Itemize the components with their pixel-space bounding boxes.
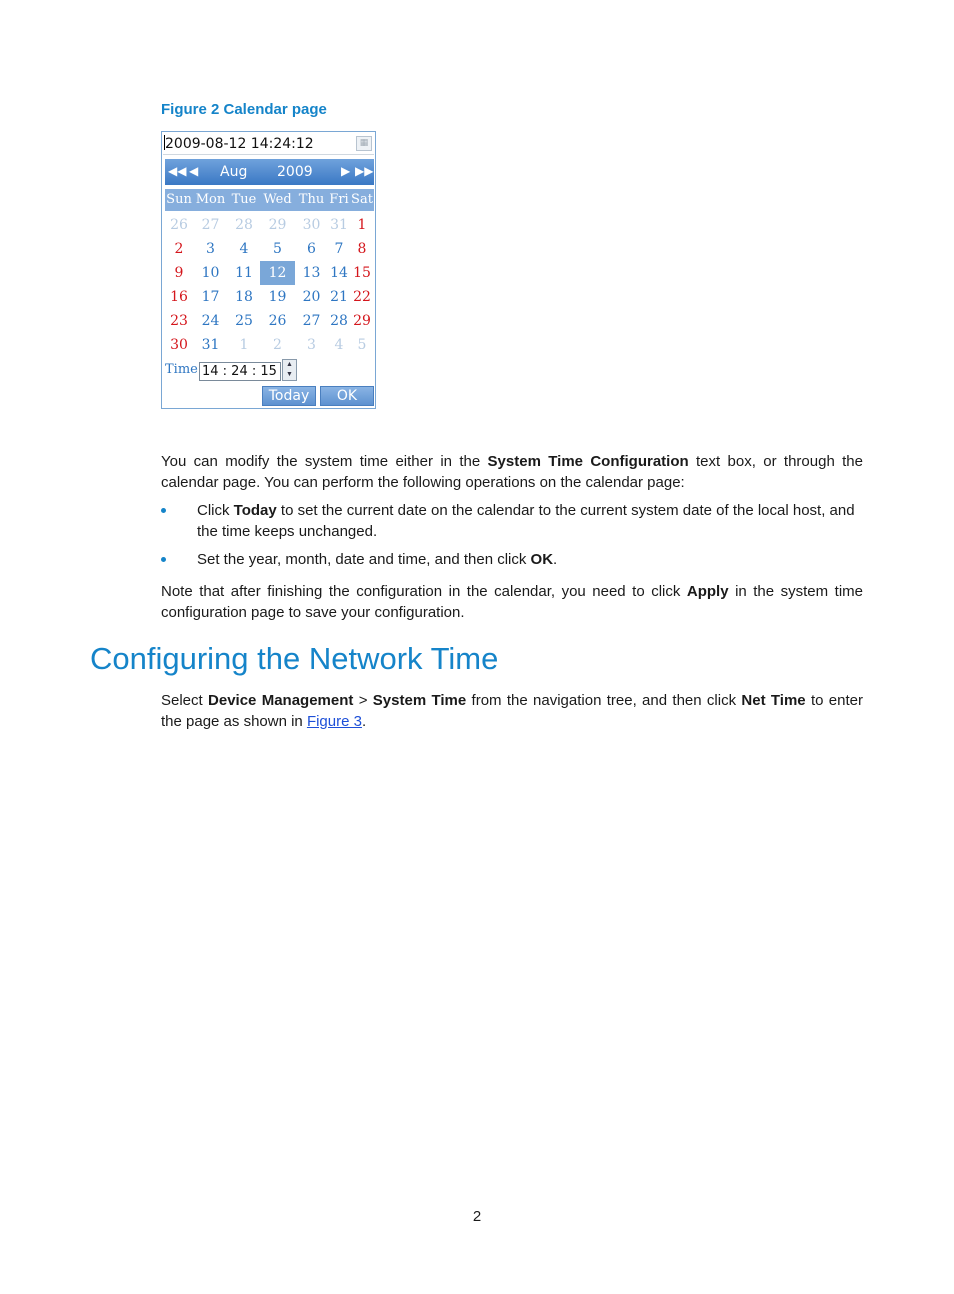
weekday-wed: Wed: [263, 192, 292, 207]
calendar-day[interactable]: 16: [170, 289, 188, 305]
calendar-day[interactable]: 13: [302, 265, 321, 281]
calendar-day[interactable]: 18: [235, 289, 253, 305]
calendar-day[interactable]: 30: [302, 217, 321, 233]
bullet-text: [197, 500, 863, 542]
bullet-text-c: to set the current date on the calendar to the current system date of the local host, and the time keeps unchanged.: [197, 502, 855, 540]
figure-link[interactable]: Figure 3: [306, 713, 362, 730]
calendar-day[interactable]: 22: [353, 289, 371, 305]
intro-bold: System Time Configuration: [487, 453, 689, 470]
weekday-mon: Mon: [195, 192, 226, 207]
bullet-text-c: .: [553, 551, 558, 568]
calendar-day[interactable]: 15: [353, 265, 371, 281]
calendar-day[interactable]: 1: [357, 217, 367, 233]
bullet-dot: [161, 557, 166, 562]
weekday-sat: Sat: [351, 192, 373, 207]
intro-text-2: text box, or through the calendar page. You can perform the following operations on the calendar page:: [161, 453, 863, 491]
calendar-day[interactable]: 9: [174, 265, 184, 281]
bullet-text: [197, 549, 863, 570]
calendar-icon[interactable]: ▦: [356, 136, 372, 151]
intro-text-1: You can modify the system time either in the: [161, 453, 488, 470]
calendar-day[interactable]: 10: [201, 265, 220, 281]
calendar-day[interactable]: 31: [201, 337, 220, 353]
calendar-day[interactable]: 2: [273, 337, 282, 353]
calendar-day[interactable]: 26: [170, 217, 188, 233]
calendar-day[interactable]: 14: [330, 265, 348, 281]
calendar-day[interactable]: 11: [235, 265, 253, 281]
calendar-day[interactable]: 26: [268, 313, 287, 329]
calendar-day[interactable]: 7: [334, 241, 344, 257]
next-year-button[interactable]: ▶▶: [355, 164, 374, 178]
weekday-tue: Tue: [231, 192, 257, 207]
bullet-text-a: Set the year, month, date and time, and then click: [197, 551, 531, 568]
calendar-day[interactable]: 30: [170, 337, 188, 353]
calendar-day[interactable]: 6: [307, 241, 316, 257]
calendar-day[interactable]: 25: [235, 313, 253, 329]
figure-caption: Figure 2 Calendar page: [161, 101, 327, 118]
calendar-day[interactable]: 4: [239, 241, 249, 257]
day-grid: [165, 213, 374, 357]
select-paragraph: [161, 690, 863, 732]
prev-month-button[interactable]: ◀: [189, 164, 199, 178]
spin-up-icon[interactable]: ▲: [286, 361, 293, 368]
calendar-day[interactable]: 19: [268, 289, 287, 305]
page-number: 2: [472, 1208, 482, 1225]
calendar-day[interactable]: 28: [235, 217, 253, 233]
note-text-c: in the system time configuration page to save your configuration.: [161, 583, 863, 621]
select-bold-b: Device Management: [208, 692, 354, 709]
calendar-day[interactable]: 28: [330, 313, 348, 329]
calendar-nav-bar: [165, 159, 374, 185]
weekday-sun: Sun: [166, 192, 192, 207]
select-text-h: .: [361, 713, 367, 730]
intro-paragraph: [161, 451, 863, 493]
section-heading: Configuring the Network Time: [90, 641, 499, 676]
datetime-value: 2009-08-12 14:24:12: [165, 136, 314, 152]
year-label[interactable]: 2009: [277, 164, 313, 180]
month-label[interactable]: Aug: [220, 164, 248, 180]
time-spinner: [282, 359, 297, 381]
select-text-g: to enter the page as shown in: [161, 692, 863, 730]
weekday-thu: Thu: [298, 192, 325, 207]
calendar-day[interactable]: 31: [330, 217, 348, 233]
calendar-day[interactable]: 17: [201, 289, 220, 305]
calendar-day[interactable]: 3: [206, 241, 215, 257]
calendar-day[interactable]: 29: [268, 217, 287, 233]
calendar-day[interactable]: 8: [357, 241, 367, 257]
today-button[interactable]: Today: [262, 386, 316, 406]
datetime-input[interactable]: [163, 133, 374, 155]
note-paragraph: [161, 581, 863, 623]
bullet-bold: OK: [530, 551, 554, 568]
calendar-widget: [161, 131, 376, 409]
ok-button[interactable]: OK: [320, 386, 374, 406]
calendar-day[interactable]: 20: [302, 289, 321, 305]
calendar-day[interactable]: 5: [273, 241, 282, 257]
select-bold-f: Net Time: [741, 692, 806, 709]
bullet-dot: [161, 508, 166, 513]
calendar-day[interactable]: 12: [260, 261, 295, 285]
time-label: Time: [165, 362, 198, 377]
calendar-day[interactable]: 4: [334, 337, 344, 353]
spin-down-icon[interactable]: ▼: [286, 371, 293, 378]
weekday-fri: Fri: [329, 192, 349, 207]
next-month-button[interactable]: ▶: [341, 164, 351, 178]
calendar-day[interactable]: 2: [174, 241, 184, 257]
calendar-day[interactable]: 21: [330, 289, 348, 305]
calendar-day[interactable]: 27: [201, 217, 220, 233]
select-bold-d: System Time: [372, 692, 467, 709]
calendar-day[interactable]: 29: [353, 313, 371, 329]
select-text-e: from the navigation tree, and then click: [466, 692, 742, 709]
calendar-day[interactable]: 24: [201, 313, 220, 329]
calendar-day[interactable]: 27: [302, 313, 321, 329]
calendar-day[interactable]: 3: [307, 337, 316, 353]
first-year-button[interactable]: ◀◀: [168, 164, 187, 178]
calendar-day[interactable]: 1: [239, 337, 249, 353]
select-text-a: Select: [161, 692, 209, 709]
calendar-day[interactable]: 5: [357, 337, 367, 353]
calendar-day[interactable]: 23: [170, 313, 188, 329]
weekday-header: [165, 189, 374, 211]
note-bold: Apply: [686, 583, 729, 600]
select-text-c: >: [353, 692, 373, 709]
bullet-bold: Today: [233, 502, 277, 519]
note-text-a: Note that after finishing the configuration in the calendar, you need to click: [161, 583, 687, 600]
time-input[interactable]: 14 : 24 : 15: [199, 362, 281, 381]
bullet-text-a: Click: [197, 502, 234, 519]
